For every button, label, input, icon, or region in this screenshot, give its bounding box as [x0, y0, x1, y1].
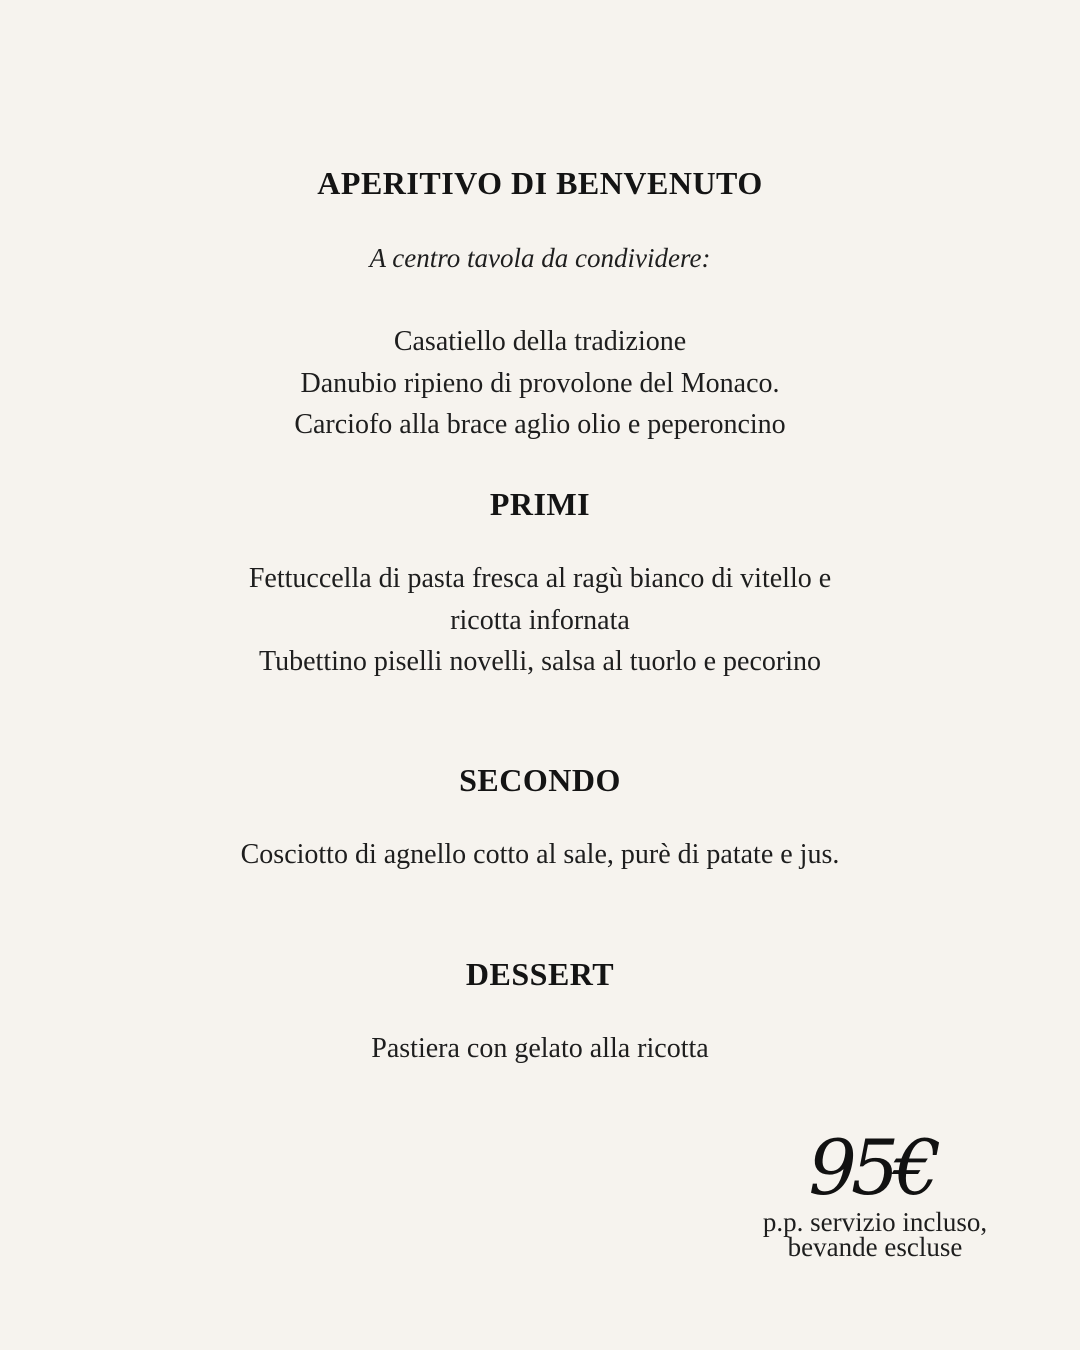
price-note-line-1: p.p. servizio incluso,	[762, 1207, 988, 1237]
price-amount: 95€	[808, 1123, 936, 1212]
menu-item: Carciofo alla brace aglio olio e peperoncino	[294, 409, 786, 440]
section-subtitle-aperitivo: A centro tavola da condividere:	[369, 243, 711, 273]
section-title-aperitivo: APERITIVO DI BENVENUTO	[317, 165, 763, 201]
menu-item: Casatiello della tradizione	[393, 326, 687, 357]
menu-item: Fettuccella di pasta fresca al ragù bianco di vitello e ricotta infornata	[248, 563, 832, 636]
section-items-primi	[240, 558, 840, 683]
section-title-dessert: DESSERT	[465, 956, 615, 992]
section-items-dessert	[240, 1028, 840, 1070]
menu-item: Pastiera con gelato alla ricotta	[371, 1033, 709, 1064]
menu-item: Danubio ripieno di provolone del Monaco.	[300, 367, 780, 399]
menu-item: Cosciotto di agnello cotto al sale, purè di patate e jus.	[240, 839, 840, 870]
section-items-aperitivo	[240, 321, 840, 446]
menu-item: Tubettino piselli novelli, salsa al tuorlo e pecorino	[259, 646, 821, 677]
price-note	[740, 1207, 1010, 1262]
section-title-primi: PRIMI	[489, 486, 591, 522]
price-block	[740, 1123, 1010, 1262]
section-items-secondo	[240, 834, 840, 876]
section-title-secondo: SECONDO	[459, 762, 621, 798]
price-note-line-2: bevande escluse	[787, 1232, 963, 1262]
